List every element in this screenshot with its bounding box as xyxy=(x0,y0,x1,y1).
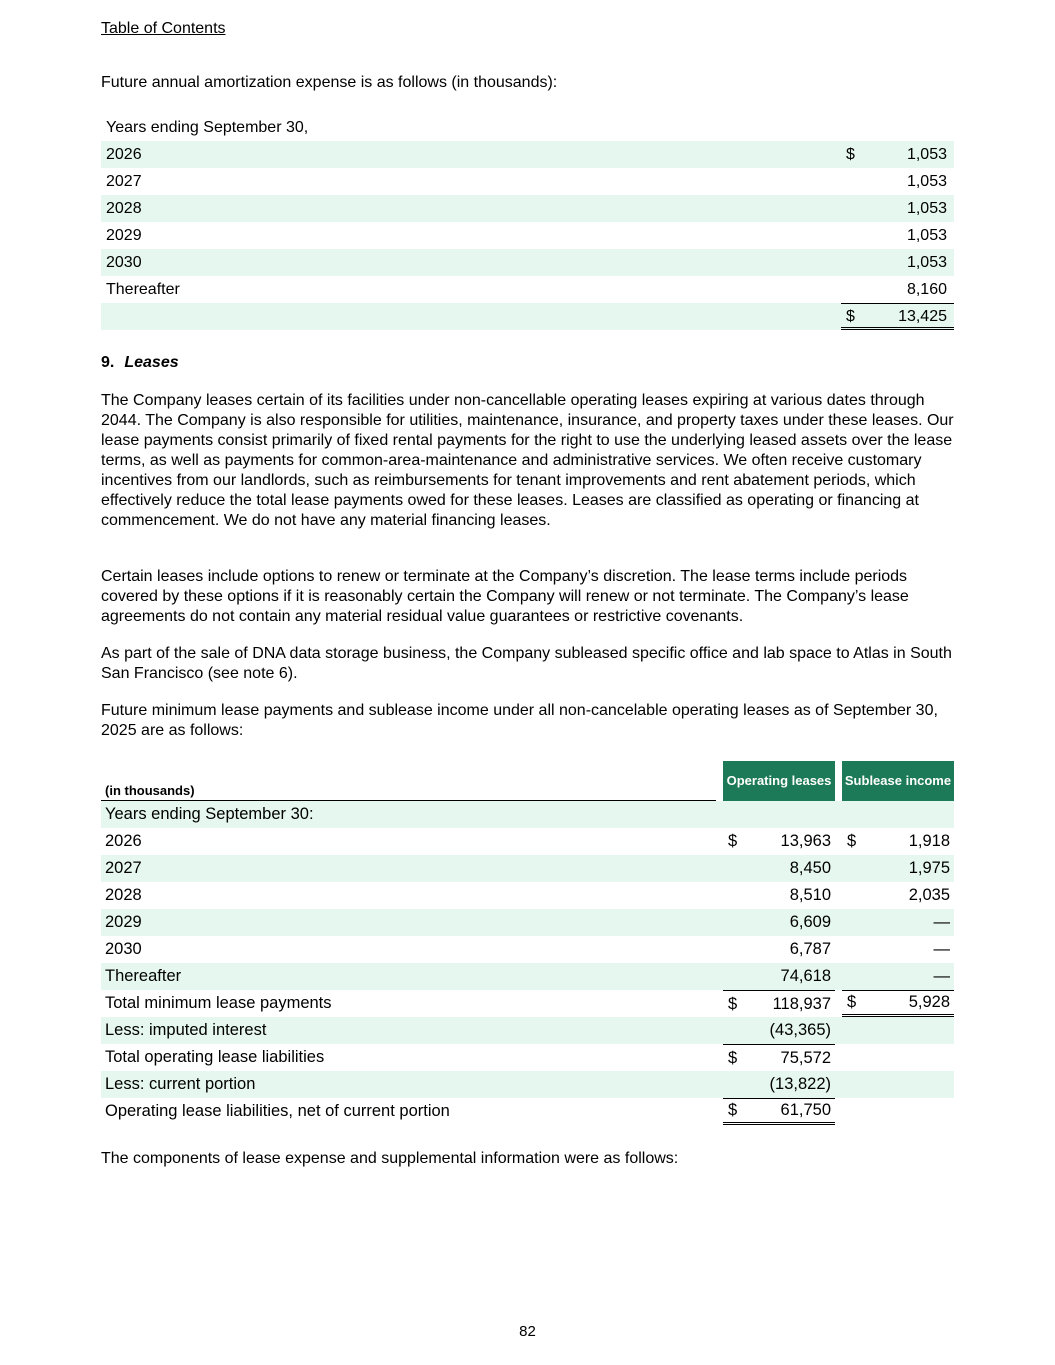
operating-cell xyxy=(723,1071,835,1098)
currency-symbol: $ xyxy=(847,832,857,850)
sublease-value: 1,918 xyxy=(908,832,950,850)
row-label: Total operating lease liabilities xyxy=(105,1048,325,1066)
row-value: 1,053 xyxy=(906,199,947,217)
unit-label: (in thousands) xyxy=(105,783,195,798)
row-label: Thereafter xyxy=(105,967,182,985)
section-heading xyxy=(101,354,179,372)
sublease-value: — xyxy=(933,967,950,985)
lease-table xyxy=(101,761,954,1125)
paragraph-lease-options: Certain leases include options to renew or terminate at the Company’s discretion. The lease terms include periods covered by these options if it is reasonably certain the Company will renew or not terminate. The Company’s lease agreements do not contain any material residual value guarantees or restrictive covenants. xyxy=(101,568,909,625)
row-value: 1,053 xyxy=(906,145,947,163)
page-number: 82 xyxy=(519,1323,536,1340)
total-value: 13,425 xyxy=(898,307,947,325)
row-label: 2030 xyxy=(105,940,142,958)
row-value: 1,053 xyxy=(906,226,947,244)
row-label: 2029 xyxy=(106,226,142,244)
row-label: 2026 xyxy=(106,145,142,163)
table-row xyxy=(101,222,954,249)
amortization-intro: Future annual amortization expense is as follows (in thousands): xyxy=(101,74,558,91)
column-header-sublease-income: Sublease income xyxy=(842,761,954,801)
operating-value: 13,963 xyxy=(780,832,831,850)
currency-symbol: $ xyxy=(728,832,738,850)
table-row xyxy=(101,1017,954,1044)
currency-symbol: $ xyxy=(847,993,857,1011)
table-row xyxy=(101,249,954,276)
operating-cell xyxy=(723,828,835,855)
years-heading: Years ending September 30: xyxy=(105,805,314,823)
row-value: 1,053 xyxy=(906,172,947,190)
operating-cell xyxy=(723,909,835,936)
amortization-heading: Years ending September 30, xyxy=(106,118,309,136)
currency-symbol: $ xyxy=(728,1101,738,1119)
row-label: 2030 xyxy=(106,253,142,271)
sublease-value: 2,035 xyxy=(908,886,950,904)
sublease-value: — xyxy=(933,940,950,958)
sublease-cell xyxy=(842,828,954,855)
operating-value: 6,787 xyxy=(789,940,831,958)
table-of-contents-link[interactable]: Table of Contents xyxy=(101,20,226,37)
operating-cell xyxy=(723,990,835,1017)
currency-symbol: $ xyxy=(728,1048,738,1067)
row-label: 2029 xyxy=(105,913,142,931)
sublease-cell xyxy=(842,936,954,963)
currency-symbol: $ xyxy=(846,145,855,163)
table-row xyxy=(101,936,954,963)
years-heading-row xyxy=(101,801,954,828)
operating-cell xyxy=(723,855,835,882)
table-row xyxy=(101,909,954,936)
table-row xyxy=(101,855,954,882)
operating-cell xyxy=(723,1044,835,1071)
sublease-cell xyxy=(842,855,954,882)
paragraph-sublease: As part of the sale of DNA data storage business, the Company subleased specific office and lab space to Atlas in South San Francisco (see note 6). xyxy=(101,645,952,682)
paragraph-lease-overview: The Company leases certain of its facilities under non-cancellable operating leases expiring at various dates through 2044. The Company is also responsible for utilities, maintenance, insurance, and property taxes under these leases. Our lease payments consist primarily of fixed rental payments for the right to use the underlying leased assets over the lease terms, as well as payments for common-area-maintenance and administrative services. We often receive customary incentives from our landlords, such as reimbursements for tenant improvements and rent abatement periods, which effectively reduce the total lease payments owed for these leases. Leases are classified as operating or financing at commencement. We do not have any material financing leases. xyxy=(101,392,954,529)
operating-cell xyxy=(723,1017,835,1044)
operating-value: (13,822) xyxy=(769,1075,831,1093)
sublease-cell xyxy=(842,963,954,990)
lease-table-header xyxy=(101,761,954,801)
operating-value: (43,365) xyxy=(769,1021,831,1039)
row-label: Operating lease liabilities, net of current portion xyxy=(105,1102,450,1120)
row-label: 2026 xyxy=(105,832,142,850)
operating-value: 118,937 xyxy=(772,994,831,1013)
row-label: 2027 xyxy=(106,172,142,190)
row-value: 1,053 xyxy=(906,253,947,271)
table-row xyxy=(101,276,954,303)
row-label: Less: current portion xyxy=(105,1075,256,1093)
sublease-value: 5,928 xyxy=(908,993,950,1011)
table-row xyxy=(101,195,954,222)
table-row xyxy=(101,1098,954,1125)
section-title: Leases xyxy=(124,354,179,371)
column-header-operating-leases: Operating leases xyxy=(723,761,835,801)
operating-cell xyxy=(723,1098,835,1125)
amortization-table xyxy=(101,114,954,330)
operating-value: 75,572 xyxy=(780,1048,831,1067)
operating-value: 8,510 xyxy=(789,886,831,904)
table-row xyxy=(101,1044,954,1071)
row-label: 2028 xyxy=(105,886,142,904)
row-label: Thereafter xyxy=(106,280,180,298)
operating-cell xyxy=(723,963,835,990)
table-row xyxy=(101,882,954,909)
operating-value: 61,750 xyxy=(780,1101,831,1119)
table-row xyxy=(101,141,954,168)
paragraph-future-payments: Future minimum lease payments and sublease income under all non-cancelable operating leases as of September 30, 2025 are as follows: xyxy=(101,702,938,739)
table-row xyxy=(101,963,954,990)
row-label: Total minimum lease payments xyxy=(105,994,332,1012)
closing-paragraph: The components of lease expense and supplemental information were as follows: xyxy=(101,1150,679,1167)
operating-cell xyxy=(723,882,835,909)
row-label: Less: imputed interest xyxy=(105,1021,267,1039)
operating-value: 74,618 xyxy=(780,967,831,985)
table-row xyxy=(101,1071,954,1098)
sublease-cell xyxy=(842,909,954,936)
sublease-cell xyxy=(842,882,954,909)
amortization-total-row xyxy=(101,303,954,330)
sublease-value: 1,975 xyxy=(908,859,950,877)
sublease-cell xyxy=(842,990,954,1017)
section-number: 9. xyxy=(101,354,115,371)
operating-value: 6,609 xyxy=(789,913,831,931)
sublease-value: — xyxy=(933,913,950,931)
table-row xyxy=(101,990,954,1017)
table-row xyxy=(101,168,954,195)
operating-cell xyxy=(723,936,835,963)
row-label: 2027 xyxy=(105,859,142,877)
amortization-heading-row xyxy=(101,114,954,141)
currency-symbol: $ xyxy=(846,307,855,325)
table-row xyxy=(101,828,954,855)
operating-value: 8,450 xyxy=(789,859,831,877)
row-label: 2028 xyxy=(106,199,142,217)
currency-symbol: $ xyxy=(728,994,738,1013)
row-value: 8,160 xyxy=(906,280,947,298)
